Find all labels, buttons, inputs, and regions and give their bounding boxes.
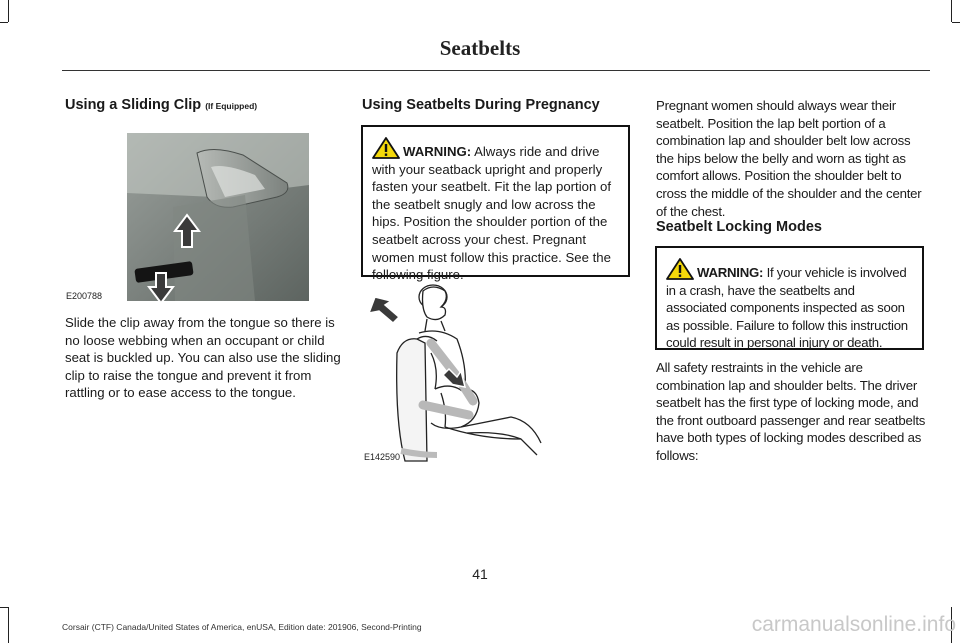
- figure-code: E142590: [364, 452, 401, 462]
- locking-modes-section: [656, 219, 928, 235]
- page-title: Seatbelts: [439, 36, 521, 60]
- section-heading: [65, 97, 337, 113]
- crop-mark: [0, 607, 8, 608]
- header-divider: [62, 70, 930, 71]
- sliding-clip-illustration: [65, 127, 337, 305]
- page-number: 41: [472, 566, 488, 582]
- pregnant-occupant-illustration: [361, 283, 557, 463]
- watermark: carmanualsonline.info: [751, 613, 956, 636]
- body-paragraph: All safety restraints in the vehicle are combination lap and shoulder belts. The driver seatbelt has the first type of locking mode, and the front outboard passenger and rear seatbelts have both types of locking modes described as follows:: [656, 360, 926, 463]
- section-heading: Using Seatbelts During Pregnancy: [362, 97, 600, 113]
- body-paragraph: Slide the clip away from the tongue so there is no loose webbing when an occupant or child seat is buckled up. You can also use the sliding clip to raise the tongue and prevent it from rattling or to ease access to the tongue.: [65, 315, 341, 401]
- warning-icon: [666, 258, 694, 280]
- locking-modes-text: [656, 359, 928, 465]
- heading-text: Using a Sliding Clip: [65, 97, 202, 113]
- crop-mark: [951, 0, 952, 22]
- warning-label: WARNING:: [403, 144, 472, 159]
- warning-text: If your vehicle is involved in a crash, have the seatbelts and associated components inspected as soon as possible. Failure to follow this instruction could result in personal injury or death.: [666, 265, 908, 351]
- crop-mark: [952, 22, 960, 23]
- warning-icon: [372, 137, 400, 159]
- body-paragraph: Pregnant women should always wear their seatbelt. Position the lap belt portion of a combination lap and shoulder belt low across the hips below the belly and worn as tight as comfort allows. Position the shoulder belt to cross the middle of the shoulder and the center of the chest.: [656, 98, 922, 219]
- warning-text: Always ride and drive with your seatback upright and properly fasten your seatbelt. Fit the lap portion of the seatbelt snugly and low across the hips. Position the shoulder portion of the seatbelt across your chest. Pregnant women must follow this practice. See the following figure.: [372, 144, 611, 283]
- pregnancy-figure: [361, 283, 557, 463]
- sliding-clip-section: [65, 97, 337, 113]
- warning-label: WARNING:: [697, 265, 764, 280]
- crop-mark: [8, 607, 9, 643]
- sliding-clip-text: [65, 314, 341, 402]
- crop-mark: [8, 0, 9, 22]
- pregnancy-guidance: [656, 97, 928, 220]
- warning-box: [655, 246, 924, 350]
- pregnancy-section: [362, 97, 632, 113]
- heading-note: (If Equipped): [205, 101, 258, 111]
- footer-edition-info: Corsair (CTF) Canada/United States of America, enUSA, Edition date: 201906, Second-Printing: [62, 622, 422, 632]
- section-heading: Seatbelt Locking Modes: [656, 219, 822, 235]
- crop-mark: [0, 22, 8, 23]
- figure-code: E200788: [66, 291, 103, 301]
- sliding-clip-figure: [65, 127, 337, 305]
- warning-box: [361, 125, 630, 283]
